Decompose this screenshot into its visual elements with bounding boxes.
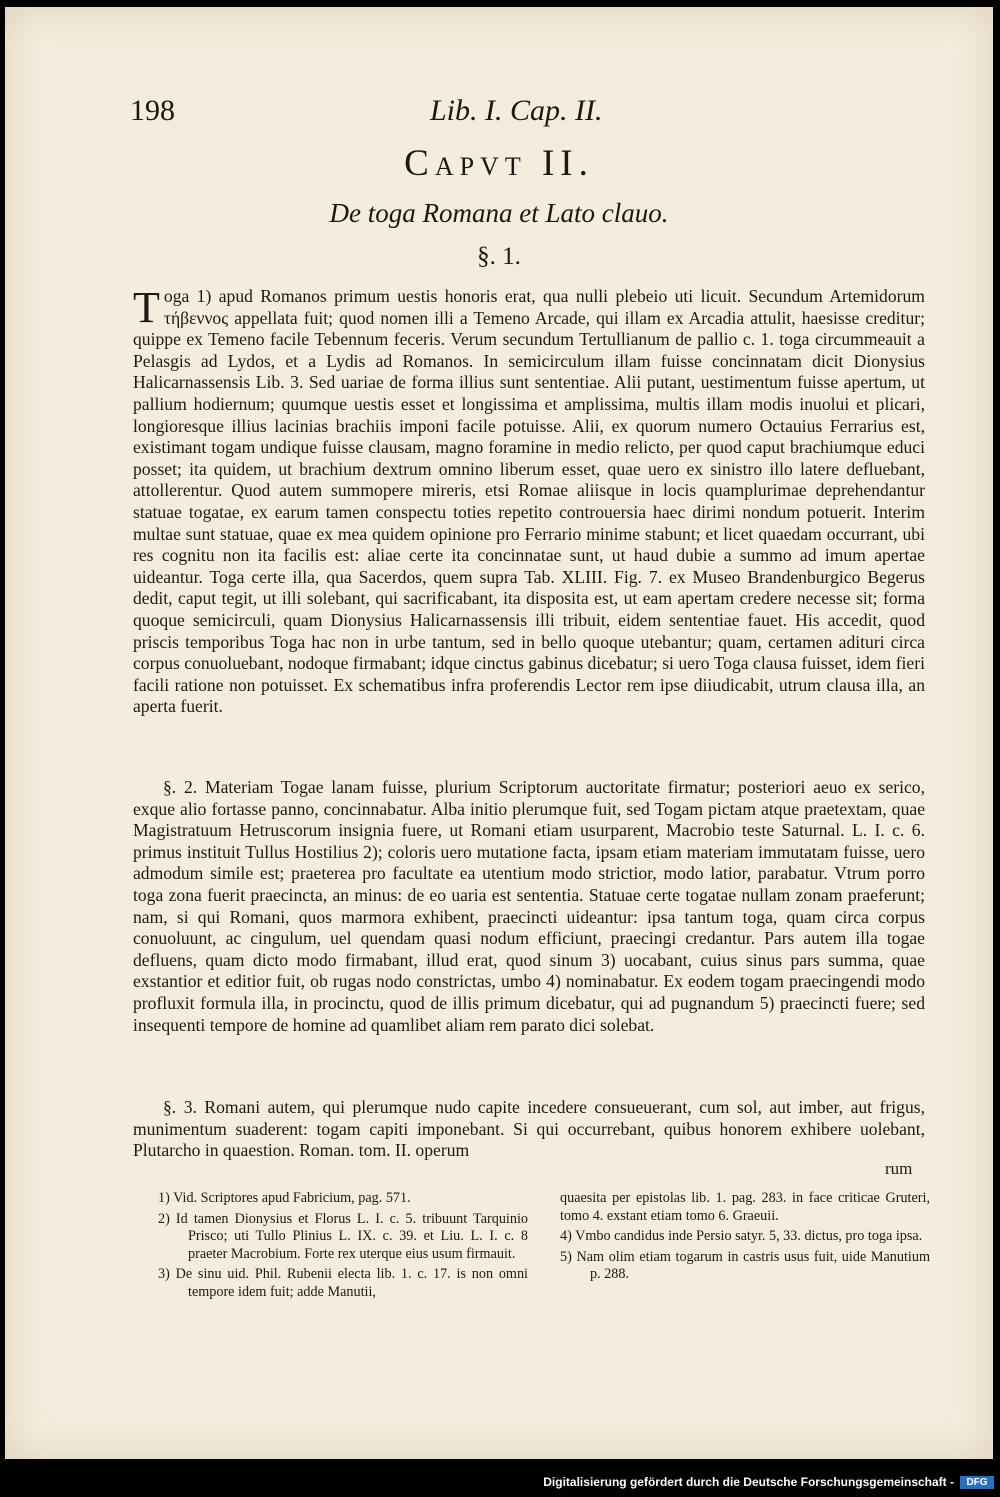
footnotes-right-column bbox=[560, 1190, 930, 1287]
funding-credit: Digitalisierung gefördert durch die Deutsche Forschungsgemeinschaft - bbox=[543, 1475, 954, 1489]
footnotes-left-column bbox=[158, 1190, 528, 1305]
paragraph-2-text: §. 2. Materiam Togae lanam fuisse, plurium Scriptorum auctoritate firmatur; posteriori aeuo ex serico, exque alio fortasse panno, concinnabatur. Alba initio plerumque fuit, sed Togam pictam atque praetextam, quae Magistratuum Hetruscorum insignia fuere, ut Romani etiam usurparent, Macrobio teste Saturnal. L. I. c. 6. primus instituit Tullus Hostilius 2); coloris uero mutatione facta, ipsam etiam materiam immutatam fuisse, uero admodum simile est; praeterea pro facultate ea utentium modo strictior, modo latior, parabatur. Vtrum porro toga zona fuerit praecincta, an minus: de eo uaria est sententia. Statuae certe togatae nullam zonam praeferunt; nam, si qui Romani, quos marmora exhibent, praecincti uideantur: ipsa tantum toga, quam circa corpus conuoluunt, ac cingulum, uel quendam quasi nodum efficiunt, praecingi credantur. Pars autem illa togae defluens, quam dicto modo firmabant, illud erat, quod sinum 3) uocabant, cuius sinus pars summa, quae exstantior et editior fuit, ob rugas nodo constrictas, umbo 4) nominabatur. Ex eodem togam praecingendi modo profluxit formula illa, in procinctu, quod de illis primum dicebatur, qui ad pugnandum 5) praecincti fuere; sed insequenti tempore de homine ad quamlibet aliam rem parato dici solebat. bbox=[133, 777, 925, 1035]
running-header bbox=[130, 94, 920, 130]
footnote-continuation: quaesita per epistolas lib. 1. pag. 283. in face criticae Gruteri, tomo 4. exstant etiam tomo 6. Graeuii. bbox=[560, 1190, 930, 1224]
running-title: Lib. I. Cap. II. bbox=[430, 94, 603, 127]
paragraph-1-text: oga 1) apud Romanos primum uestis honoris erat, qua nulli plebeio uti licuit. Secundum Artemidorum τήβεννος appellata fuit; quod nomen illi a Temeno Arcade, qui illam ex Arcadia attulit, haesisse creditur; quippe ex Temeno facile Tebennum feceris. Verum secundum Tertullianum de pallio c. 1. toga circummeauit a Pelasgis ad Lydos, et a Lydis ad Romanos. In semicirculum illam fuisse concinnatam dicit Dionysius Halicarnassensis Lib. 3. Sed uariae de forma illius sunt sententiae. Alii putant, uestimentum fuisse apertum, ut pallium hodiernum; quumque uestis esset et longissima et amplissima, multis illam modis inuolui et plicari, longioresque illius lacinias brachiis imponi facile potuisse. Alii, ex quorum numero Octauius Ferrarius est, existimant togam undique fuisse clausam, magno foramine in medio relicto, per quod caput brachiumque educi posset; ita quidem, ut brachium dextrum omnino liberum esset, quae uero ex sinistro illo latere defluebant, attollerentur. Quod autem summopere mireris, etsi Romae aliisque in locis quamplurimae deprehendantur statuae togatae, ex earum tamen conspectu toties repetito controuersia haec dirimi nondum potuerit. Interim multae sunt statuae, quae ex mea quidem opinione pro Ferrario minime stabunt; et licet quaedam occurrant, ubi res cognitu non ita facilis est: aliae certe ita concinnatae sunt, ut haud dubie a summo ad imum apertae uideantur. Toga certe illa, qua Sacerdos, quem supra Tab. XLIII. Fig. 7. ex Museo Brandenburgico Begerus dedit, caput tegit, ut illi solebant, qui sacrificabant, ita disposita est, ut eam apertam credere necesse sit; forma quoque semicirculi, quam Dionysius Halicarnassensis illi tribuit, eidem sententiae fauet. His accedit, quod priscis temporibus Toga hac non in urbe tantum, sed in bello quoque utebantur; quam, certamen adituri circa corpus conuoluebant, nodoque firmabant; idque cinctus gabinus dicebatur; si uero Toga clausa fuisset, idem fieri facili ratione non potuisset. Ex schematibus infra proferendis Lector rem ipse diiudicabit, utrum clausa illa, an aperta fuerit. bbox=[133, 286, 925, 717]
chapter-subtitle: De toga Romana et Lato clauo. bbox=[329, 198, 669, 228]
footnote: 1) Vid. Scriptores apud Fabricium, pag. 571. bbox=[158, 1190, 411, 1206]
paragraph-3 bbox=[133, 1097, 925, 1162]
footnote: 4) Vmbo candidus inde Persio satyr. 5, 33. dictus, pro toga ipsa. bbox=[560, 1228, 923, 1245]
footnote: 3) De sinu uid. Phil. Rubenii electa lib. 1. c. 17. is non omni tempore idem fuit; adde Manutii, bbox=[158, 1266, 528, 1300]
dfg-logo: DFG bbox=[960, 1476, 994, 1489]
footnote: 2) Id tamen Dionysius et Florus L. I. c. 5. tribuunt Tarquinio Prisco; uti Tullo Plinius L. IX. c. 39. et Liu. L. I. c. 8 praeter Macrobium. Forte rex uterque eius usum firmauit. bbox=[158, 1210, 528, 1262]
section-mark: §. 1. bbox=[477, 243, 521, 270]
catchword: rum bbox=[885, 1159, 913, 1178]
page-number: 198 bbox=[130, 94, 175, 127]
footnote: 5) Nam olim etiam togarum in castris usus fuit, uide Manutium p. 288. bbox=[560, 1248, 930, 1283]
chapter-title: Capvt II. bbox=[404, 143, 594, 184]
paragraph-3-text: §. 3. Romani autem, qui plerumque nudo capite incedere consueuerant, cum sol, aut imber, aut frigus, munimentum suaderent: togam capiti imponebant. Si qui occurrebant, quibus honorem exhibere uolebant, Plutarcho in quaestion. Roman. tom. II. operum bbox=[133, 1097, 925, 1161]
book-page bbox=[5, 7, 993, 1459]
drop-cap: T bbox=[133, 283, 160, 332]
paragraph-2 bbox=[133, 777, 925, 1036]
digitization-footer bbox=[0, 1473, 1000, 1497]
paragraph-1 bbox=[133, 283, 925, 718]
